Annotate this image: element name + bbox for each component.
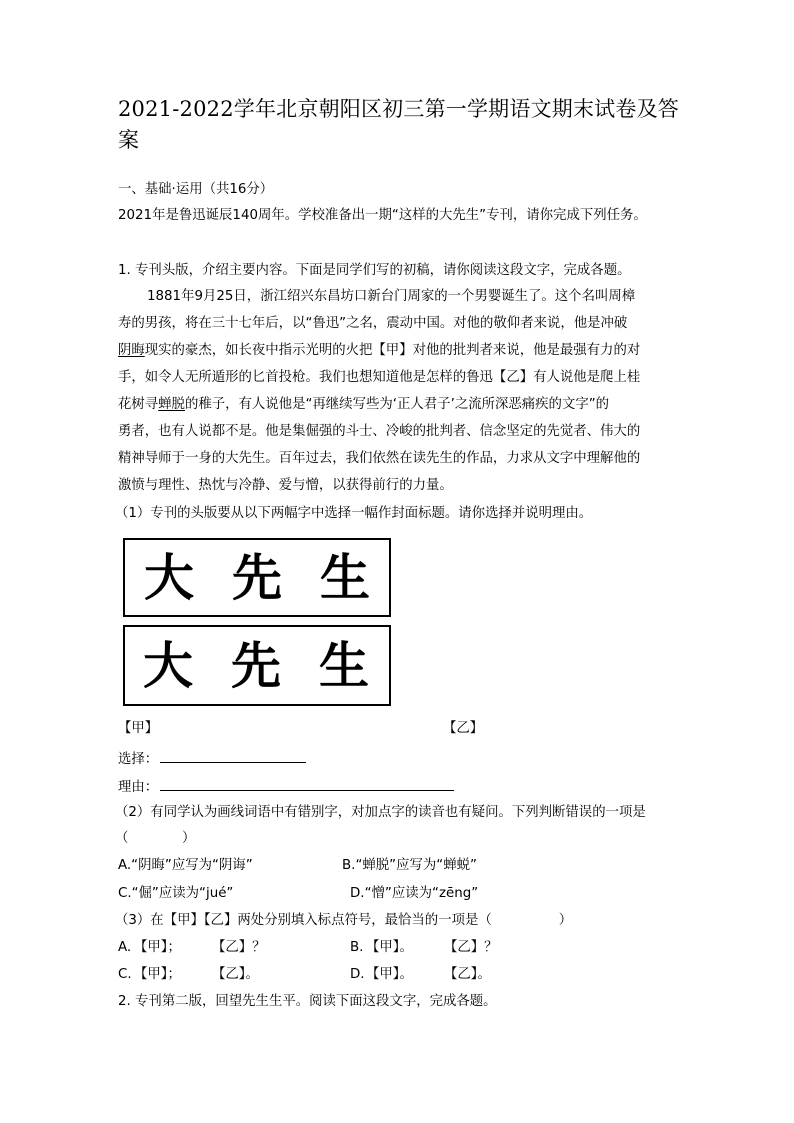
passage-line-3-text: 现实的豪杰，如长夜中指示光明的火把【甲】对他的批判者来说，他是最强有力的对 — [144, 343, 641, 358]
sub2-option-d: D.“憎”应读为“zēng” — [350, 886, 479, 901]
sub3-option-d-letter: D. — [350, 967, 365, 982]
calligraphy-char: 先 — [231, 636, 283, 695]
passage-line-3 — [118, 342, 640, 360]
sub3-option-c-letter: C. — [118, 967, 132, 982]
passage-line-5-text: 的稚子，有人说他是“再继续写些为‘正人君子’之流所深恶痛疾的文字”的 — [184, 397, 610, 412]
passage-line-8: 激愤与理性、热忱与冷静、爱与憎，以获得前行的力量。 — [118, 478, 453, 493]
sub3-option-b-letter: B. — [350, 940, 364, 955]
sub3-option-b-yi: 【乙】？ — [444, 940, 498, 955]
choice-row — [118, 748, 306, 769]
sub2-option-b: B.“蝉脱”应写为“蝉蜕” — [342, 858, 477, 873]
reason-label: 理由： — [118, 780, 159, 795]
calligraphy-char: 生 — [319, 636, 371, 695]
sub3-option-c-yi: 【乙】。 — [212, 967, 259, 982]
sub-question-2-prompt: （2）有同学认为画线词语中有错别字，对加点字的读音也有疑问。下列判断错误的一项是 — [115, 805, 646, 820]
passage-line-2: 寿的男孩，将在三十七年后，以“鲁迅”之名，震动中国。对他的敬仰者来说，他是冲破 — [118, 316, 628, 331]
sub-question-1-prompt: （1）专刊的头版要从以下两幅字中选择一幅作封面标题。请你选择并说明理由。 — [115, 506, 593, 521]
calligraphy-char: 大 — [144, 547, 194, 607]
sub2-option-a: A.“阴晦”应写为“阴诲” — [118, 858, 253, 873]
calligraphy-char: 先 — [232, 547, 282, 607]
sub-question-3-prompt: （3）在【甲】【乙】两处分别填入标点符号，最恰当的一项是（ ） — [115, 913, 573, 928]
passage-line-4: 手，如令人无所遁形的匕首投枪。我们也想知道他是怎样的鲁迅【乙】有人说他是爬上桂 — [118, 370, 641, 385]
section-heading: 一、基础·运用（共16分） — [118, 182, 274, 197]
choice-blank[interactable] — [160, 748, 306, 763]
passage-line-1: 1881年9月25日，浙江绍兴东昌坊口新台门周家的一个男婴诞生了。这个名叫周樟 — [147, 289, 636, 304]
sub3-option-a-yi: 【乙】？ — [212, 940, 266, 955]
reason-blank[interactable] — [160, 776, 454, 791]
passage-line-5-prefix: 花树寻 — [118, 397, 159, 412]
choice-label: 选择： — [118, 752, 159, 767]
calligraphy-option-jia — [123, 538, 391, 617]
question-2-prompt: 2. 专刊第二版，回望先生生平。阅读下面这段文字，完成各题。 — [118, 994, 497, 1009]
sub3-option-b-jia: 【甲】。 — [366, 940, 413, 955]
intro-text: 2021年是鲁迅诞辰140周年。学校准备出一期“这样的大先生”专刊，请你完成下列任务。 — [118, 208, 647, 223]
label-jia: 【甲】 — [118, 721, 159, 736]
passage-line-7: 精神导师于一身的大先生。百年过去，我们依然在读先生的作品，力求从文字中理解他的 — [118, 451, 641, 466]
question-1-prompt: 1. 专刊头版，介绍主要内容。下面是同学们写的初稿，请你阅读这段文字，完成各题。 — [118, 263, 631, 278]
passage-line-5 — [118, 396, 609, 414]
sub3-option-a-letter: A. — [118, 940, 132, 955]
underlined-word-yinhui: 阴晦 — [118, 343, 145, 358]
sub3-option-d-jia: 【甲】。 — [366, 967, 413, 982]
sub3-option-d-yi: 【乙】。 — [444, 967, 491, 982]
sub3-option-c-jia: 【甲】； — [134, 967, 181, 982]
document-title: 2021-2022学年北京朝阳区初三第一学期语文期末试卷及答案 — [118, 97, 679, 152]
label-yi: 【乙】 — [443, 721, 484, 736]
calligraphy-char: 大 — [143, 636, 195, 695]
passage-line-6: 勇者，也有人说都不是。他是集倔强的斗士、冷峻的批判者、信念坚定的先觉者、伟大的 — [118, 424, 641, 439]
calligraphy-char: 生 — [320, 547, 370, 607]
reason-row — [118, 776, 454, 797]
calligraphy-option-yi — [123, 625, 391, 706]
sub2-option-c: C.“倔”应读为“jué” — [118, 886, 234, 901]
underlined-word-chantuo: 蝉脱 — [158, 397, 185, 412]
sub3-option-a-jia: 【甲】； — [134, 940, 181, 955]
answer-parentheses[interactable]: （ ） — [115, 831, 196, 846]
